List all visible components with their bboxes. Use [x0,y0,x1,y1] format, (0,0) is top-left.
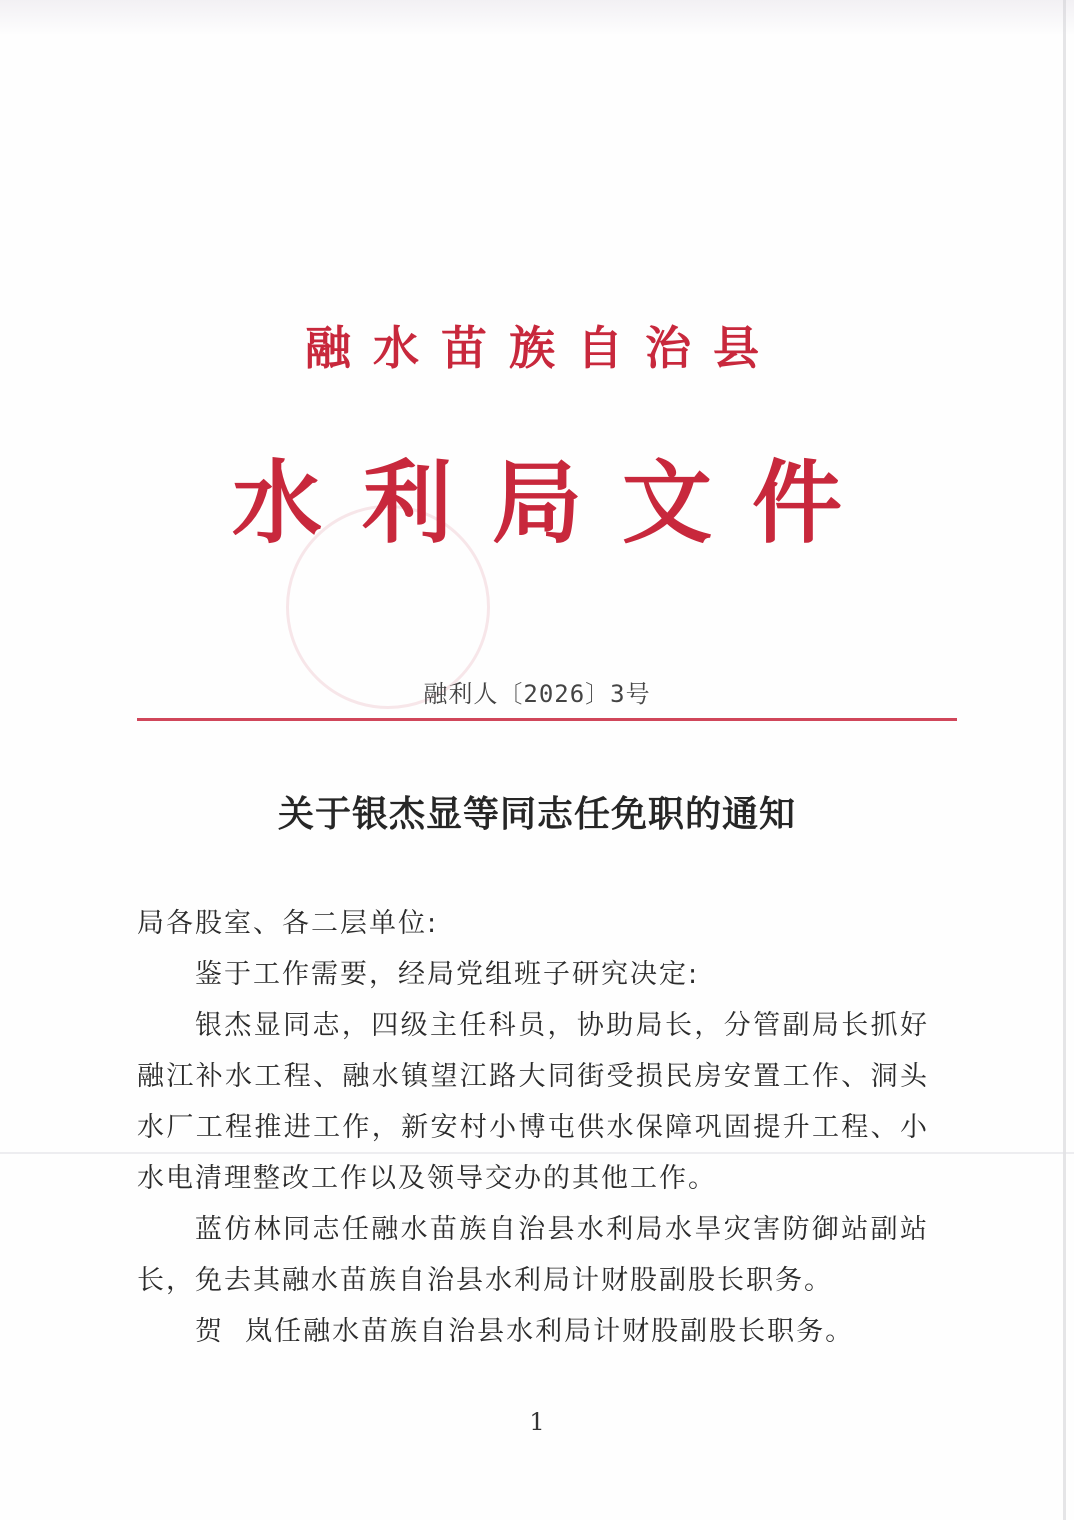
red-divider-rule [137,718,957,721]
document-title: 关于银杰显等同志任免职的通知 [277,793,796,835]
scan-edge-right [1063,0,1066,1520]
page-number: 1 [529,1408,545,1436]
paragraph-appointment-2: 蓝仿林同志任融水苗族自治县水利局水旱灾害防御站副站长，免去其融水苗族自治县水利局计财股副股长职务。 [137,1214,929,1296]
issuer-document-header: 水利局文件 [232,450,882,556]
scan-shadow-top [0,0,1074,36]
issuer-county-name: 融水苗族自治县 [305,321,781,375]
salutation: 局各股室、各二层单位: [137,908,439,939]
paragraph-decision-intro: 鉴于工作需要，经局党组班子研究决定: [195,959,700,990]
document-number: 融利人〔2026〕3号 [423,680,651,708]
paragraph-appointment-3: 贺 岚任融水苗族自治县水利局计财股副股长职务。 [195,1316,855,1347]
paragraph-appointment-1: 银杰显同志，四级主任科员，协助局长，分管副局长抓好融江补水工程、融水镇望江路大同街受损民房安置工作、洞头水厂工程推进工作，新安村小博屯供水保障巩固提升工程、小水电清理整改工作以及领导交办的其他工作。 [137,1010,929,1194]
